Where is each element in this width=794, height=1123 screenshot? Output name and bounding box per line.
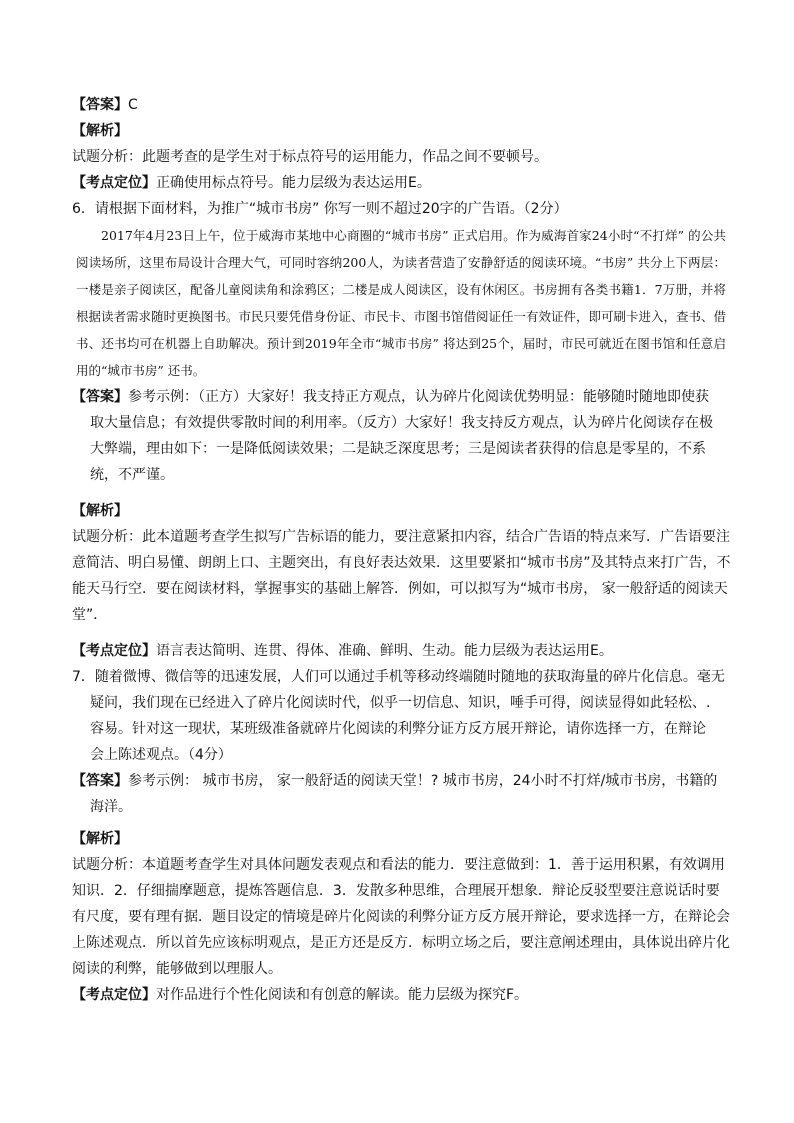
point-text: 对作品进行个性化阅读和有创意的解读。能力层级为探究F。 <box>156 987 529 1003</box>
point-text: 语言表达简明、连贯、得体、准确、鲜明、生动。能力层级为表达运用E。 <box>156 643 613 659</box>
answer-line-2: 海洋。 <box>90 799 132 815</box>
answer-tag: 【答案】 <box>72 97 128 113</box>
point-tag: 【考点定位】 <box>72 175 156 191</box>
analysis-tag: 【解析】 <box>72 831 128 847</box>
q7-analysis-text: 试题分析：本道题考查学生对具体问题发表观点和看法的能力．要注意做到：1．善于运用积累，有效调用知识．2．仔细揣摩题意，提炼答题信息．3．发散多种思维，合理展开想象．辩论反驳型要注意说话时要有尺度，要有理有据．题目设定的情境是碎片化阅读的利弊分证方反方展开辩论，要求选择一方，在辩论会上陈述观点．所以首先应该标明观点，是正方还是反方．标明立场之后，要注意阐述理由，具体说出碎片化阅读的利弊，能够做到以理服人。 <box>72 857 730 977</box>
q5-point <box>72 170 732 196</box>
q6-analysis-heading <box>72 498 732 524</box>
point-tag: 【考点定位】 <box>72 643 156 659</box>
q5-analysis-text: 试题分析：此题考查的是学生对于标点符号的运用能力，作品之间不要顿号。 <box>72 149 548 165</box>
answer-tag: 【答案】 <box>72 389 128 405</box>
q7-question-line-3: 容易。针对这一现状，某班级准备就碎片化阅读的利弊分证方反方展开辩论，请你选择一方，在辩论 <box>90 721 706 737</box>
q6-point <box>72 638 732 664</box>
q7-answer <box>72 768 732 794</box>
q7-question-line-2: 疑问，我们现在已经进入了碎片化阅读时代，似乎一切信息、知识，唾手可得，阅读显得如此轻松、. <box>90 695 711 711</box>
answer-text: C <box>128 97 138 113</box>
answer-line-1: 参考示例： 城市书房， 家一般舒适的阅读天堂！? 城市书房，24小时不打烊/城市书房，书籍的 <box>128 773 718 789</box>
point-text: 正确使用标点符号。能力层级为表达运用E。 <box>156 175 431 191</box>
answer-tag: 【答案】 <box>72 773 128 789</box>
analysis-tag: 【解析】 <box>72 123 128 139</box>
analysis-tag: 【解析】 <box>72 503 128 519</box>
document-page <box>72 92 732 1008</box>
q7-question-line-1: 7．随着微博、微信等的迅速发展，人们可以通过手机等移动终端随时随地的获取海量的碎片化信息。毫无 <box>72 669 725 685</box>
q5-answer <box>72 92 732 118</box>
q6-material: 2017年4月23日上午，位于威海市某地中心商圈的“城市书房” 正式启用。作为威海首家24小时“不打烊” 的公共阅读场所，这里布局设计合理大气，可同时容纳200人，为读者营造了安静舒适的阅读环境。“书房” 共分上下两层：一楼是亲子阅读区，配备儿童阅读角和涂鸦区；二楼是成人阅读区，设有休闲区。书房拥有各类书籍1．7万册，并将根据读者需求随时更换图书。市民只要凭借身份证、市民卡、市图书馆借阅证任一有效证件，即可刷卡进入，查书、借书、还书均可在机器上自助解决。预计到2019年全市“城市书房” 将达到25个，届时，市民可就近在图书馆和任意启用的“城市书房” 还书。 <box>76 228 727 378</box>
q6-answer <box>72 384 732 410</box>
q7-point <box>72 982 732 1008</box>
answer-line-4: 统，不严谨。 <box>90 467 174 483</box>
answer-line-1: 参考示例：（正方）大家好！我支持正方观点，认为碎片化阅读优势明显：能够随时随地即使获 <box>128 389 709 405</box>
point-tag: 【考点定位】 <box>72 987 156 1003</box>
q5-analysis-heading <box>72 118 732 144</box>
answer-line-2: 取大量信息；有效提供零散时间的利用率。（反方）大家好！我支持反方观点，认为碎片化阅读存在极 <box>90 415 713 431</box>
answer-line-3: 大弊端，理由如下：一是降低阅读效果；二是缺乏深度思考；三是阅读者获得的信息是零星的，不系 <box>90 441 706 457</box>
q7-question-line-4: 会上陈述观点。（4分） <box>90 747 232 763</box>
q7-analysis-heading <box>72 826 732 852</box>
q6-analysis-text: 试题分析：此本道题考查学生拟写广告标语的能力，要注意紧扣内容，结合广告语的特点来写．广告语要注意简洁、明白易懂、朗朗上口、主题突出，有良好表达效果．这里要紧扣“城市书房”及其特点来打广告，不能天马行空．要在阅读材料，掌握事实的基础上解答．例如，可以拟写为“城市书房， 家一般舒适的阅读天堂”． <box>72 529 731 623</box>
q6-question: 6．请根据下面材料，为推广“城市书房” 你写一则不超过20字的广告语。（2分） <box>72 201 568 217</box>
